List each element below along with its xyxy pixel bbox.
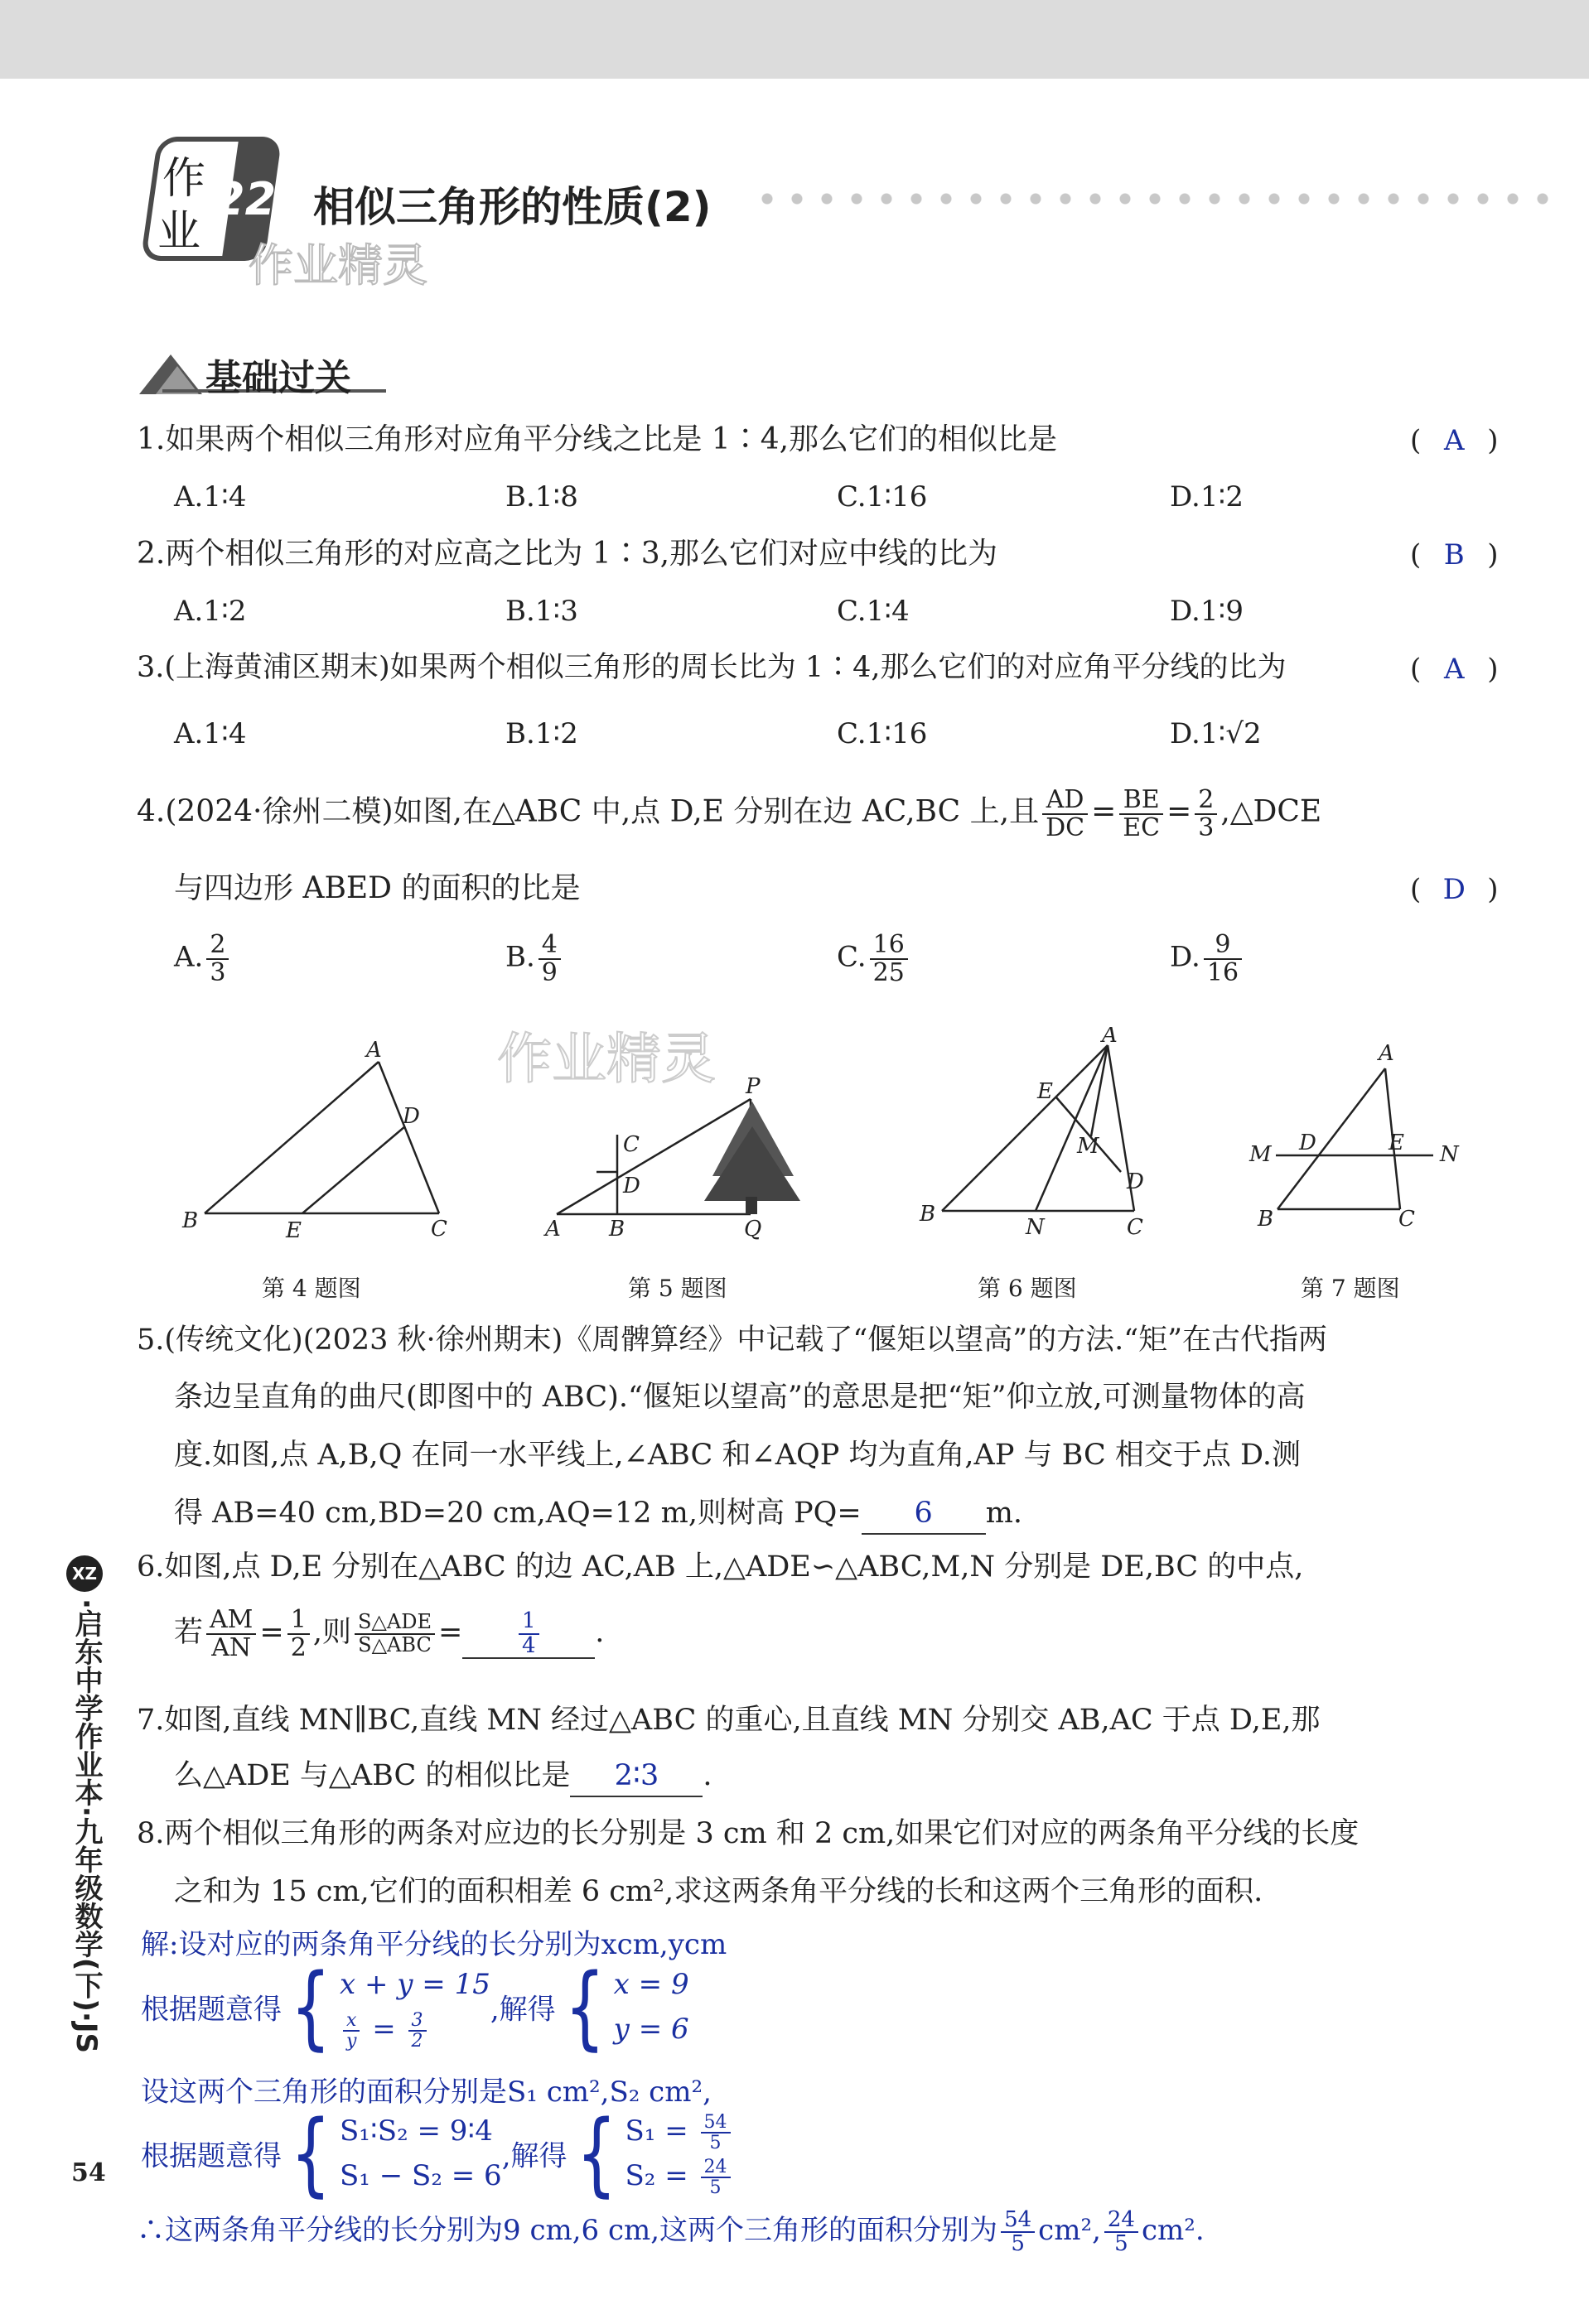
- q4-option-d: [1170, 932, 1245, 986]
- solution-s5-unit2: cm².: [1141, 2214, 1205, 2247]
- q5-line2: 条边呈直角的曲尺(即图中的 ABC).“偃矩以望高”的意思是把“矩”仰立放,可测量物体的高: [174, 1381, 1306, 1414]
- solution-s4-r2-num: 24: [701, 2158, 731, 2178]
- q6-end: .: [595, 1616, 605, 1649]
- figure-4: [205, 1062, 439, 1213]
- solution-s4-eq1: S₁∶S₂ = 9∶4: [340, 2114, 493, 2148]
- solution-s4-r1-den: 5: [709, 2132, 722, 2153]
- solution-line1: 解:设对应的两条角平分线的长分别为xcm,ycm: [141, 1928, 727, 1961]
- q2-option-b: B.1∶3: [505, 595, 578, 628]
- q1-answer: A: [1443, 424, 1465, 457]
- solution-s5-den1: 5: [1011, 2231, 1025, 2256]
- q7-line1: 7.如图,直线 MN∥BC,直线 MN 经过△ABC 的重心,且直线 MN 分别交 AB,AC 于点 D,E,那: [137, 1704, 1321, 1737]
- solution-s2-eq2-eq: =: [363, 2013, 405, 2046]
- fig4-label-d: D: [403, 1104, 420, 1129]
- q5-line4: [174, 1495, 1022, 1535]
- caption-fig7: 第 7 题图: [1301, 1275, 1400, 1302]
- solution-s5-pre: ∴这两条角平分线的长分别为9 cm,6 cm,这两个三角形的面积分别为: [137, 2214, 998, 2247]
- solution-s2-frac2-num: 3: [408, 2011, 427, 2032]
- badge-char-top: 作: [162, 154, 206, 204]
- q4-frac2-den: EC: [1123, 812, 1161, 842]
- q4-option-d-den: 16: [1206, 957, 1239, 987]
- fig6-label-a: A: [1102, 1027, 1118, 1048]
- solution-s4-pre: 根据题意得: [141, 2139, 282, 2173]
- scan-top-margin: [0, 0, 1589, 79]
- q4-option-d-num: 9: [1204, 932, 1242, 960]
- q6-line2: [174, 1607, 604, 1661]
- solution-s2-pre: 根据题意得: [141, 1993, 282, 2027]
- solution-s2-mid: ,解得: [490, 1993, 556, 2027]
- q6-s-num: S△ADE: [355, 1612, 435, 1634]
- q7-line2-text: 么△ADE 与△ABC 的相似比是: [174, 1759, 571, 1792]
- q4-text-a: 4.(2024·徐州二模)如图,在△ABC 中,点 D,E 分别在边 AC,BC 上,且: [137, 794, 1040, 829]
- figures: [166, 1027, 1541, 1292]
- q6-eq2: =: [437, 1616, 463, 1649]
- q2-option-d: D.1∶9: [1170, 595, 1244, 628]
- fig4-label-c: C: [431, 1217, 447, 1242]
- q6-eq: =: [259, 1616, 284, 1649]
- solution-s4-r2-den: 5: [709, 2177, 722, 2198]
- brace-icon: {: [576, 2100, 616, 2206]
- q8-line2: 之和为 15 cm,它们的面积相差 6 cm²,求这两条角平分线的长和这两个三角形的面积.: [174, 1875, 1263, 1908]
- q4-eq1: =: [1091, 794, 1117, 829]
- q4-line1: [137, 787, 1321, 841]
- q2-text: 2.两个相似三角形的对应高之比为 1∶3,那么它们对应中线的比为: [137, 537, 998, 571]
- sidebar-book-title: ·启东中学作业本·九年级数学(下)·JS: [70, 1598, 103, 2053]
- q4-frac1-den: DC: [1046, 812, 1085, 842]
- q6-line1: 6.如图,点 D,E 分别在△ABC 的边 AC,AB 上,△ADE∽△ABC,M,N 分别是 DE,BC 的中点,: [137, 1550, 1304, 1584]
- solution-s2-r2: y = 6: [613, 2013, 689, 2046]
- q7-line2: [174, 1757, 712, 1797]
- q1-text: 1.如果两个相似三角形对应角平分线之比是 1∶4,那么它们的相似比是: [137, 422, 1058, 456]
- solution-s2-frac1-num: x: [343, 2011, 360, 2032]
- q1-option-d: D.1∶2: [1170, 480, 1244, 513]
- fig7-label-n: N: [1440, 1142, 1459, 1167]
- q3-option-b: B.1∶2: [505, 717, 578, 750]
- q1-option-c: C.1∶16: [837, 480, 928, 513]
- q4-option-c-num: 16: [870, 932, 908, 960]
- figure-6: [942, 1045, 1134, 1211]
- sidebar-badge-text: XZ: [72, 1564, 97, 1584]
- q4-option-a: [174, 932, 232, 986]
- q1-option-a: A.1∶4: [174, 480, 247, 513]
- fig7-label-m: M: [1249, 1142, 1272, 1167]
- solution-s2-frac2-den: 2: [411, 2031, 423, 2052]
- q2-option-a: A.1∶2: [174, 595, 247, 628]
- q4-option-b-num: 4: [539, 932, 561, 960]
- badge-char-bottom: 业: [157, 207, 201, 257]
- solution-s4-r2-pre: S₂ =: [625, 2159, 698, 2192]
- fig6-label-b: B: [920, 1202, 936, 1227]
- q6-s-den: S△ABC: [358, 1632, 432, 1656]
- q6-val-den: 2: [290, 1632, 307, 1662]
- q5-line1: 5.(传统文化)(2023 秋·徐州期末)《周髀算经》中记载了“偃矩以望高”的方法.“矩”在古代指两: [137, 1324, 1328, 1357]
- solution-s4-r1-num: 54: [701, 2113, 731, 2134]
- section-title: 基础过关: [205, 357, 351, 399]
- q4-frac3-num: 2: [1195, 787, 1217, 815]
- title-dots: [752, 193, 1564, 205]
- solution-system2: [141, 2100, 734, 2206]
- caption-fig5: 第 5 题图: [628, 1275, 727, 1302]
- brace-icon: {: [564, 1954, 606, 2060]
- q5-answer-blank: 6: [862, 1495, 986, 1535]
- q3-answer: A: [1443, 653, 1465, 686]
- fig7-label-e: E: [1389, 1131, 1404, 1155]
- q5-line4-text: 得 AB=40 cm,BD=20 cm,AQ=12 m,则树高 PQ=: [174, 1497, 862, 1530]
- q2-option-c: C.1∶4: [837, 595, 910, 628]
- fig5-label-p: P: [746, 1074, 761, 1099]
- q7-end: .: [703, 1759, 712, 1792]
- solution-line3: 设这两个三角形的面积分别是S₁ cm²,S₂ cm²,: [141, 2076, 712, 2109]
- q6-pre: 若: [174, 1616, 204, 1649]
- badge-number: 22: [214, 173, 277, 225]
- fig5-label-d: D: [623, 1174, 640, 1198]
- q5-line3: 度.如图,点 A,B,Q 在同一水平线上,∠ABC 和∠AQP 均为直角,AP 与 BC 相交于点 D.测: [174, 1439, 1301, 1472]
- sidebar-badge: [66, 1555, 103, 1592]
- q4-option-a-num: 2: [206, 932, 229, 960]
- q4-option-b-label: B.: [505, 940, 535, 974]
- q4-answer-paren: ( D ): [1410, 873, 1499, 906]
- q3-answer-paren: ( A ): [1410, 653, 1499, 686]
- q1-answer-paren: ( A ): [1410, 424, 1499, 457]
- fig7-label-b: B: [1258, 1207, 1274, 1232]
- fig7-label-a: A: [1379, 1041, 1394, 1066]
- q4-frac-be-ec: [1119, 787, 1163, 841]
- q4-answer: D: [1442, 873, 1466, 906]
- solution-s4-r1-pre: S₁ =: [625, 2114, 698, 2148]
- q4-frac-ad-dc: [1042, 787, 1088, 841]
- solution-s2-frac1-den: y: [346, 2031, 357, 2052]
- caption-fig4: 第 4 题图: [262, 1275, 361, 1302]
- solution-s5-num1: 54: [1001, 2209, 1035, 2233]
- fig7-label-c: C: [1398, 1207, 1415, 1232]
- fig6-label-e: E: [1037, 1079, 1053, 1104]
- solution-s5-den2: 5: [1114, 2231, 1128, 2256]
- q4-eq2: =: [1166, 794, 1192, 829]
- fig6-label-m: M: [1077, 1134, 1099, 1159]
- q4-option-a-label: A.: [174, 940, 204, 974]
- q4-option-c-label: C.: [837, 940, 867, 974]
- q6-frac-den: AN: [211, 1632, 252, 1662]
- q6-mid: ,则: [312, 1616, 351, 1649]
- q2-answer-paren: ( B ): [1410, 538, 1499, 571]
- q6-answer-blank: [462, 1610, 595, 1659]
- solution-conclusion: [137, 2207, 1205, 2255]
- q4-frac-ratio: [1195, 787, 1217, 841]
- solution-s2-eq1: x + y = 15: [340, 1967, 490, 2001]
- q3-option-c: C.1∶16: [837, 717, 928, 750]
- solution-s5-num2: 24: [1104, 2209, 1138, 2233]
- q4-option-d-label: D.: [1170, 940, 1200, 974]
- brace-icon: {: [290, 2100, 331, 2206]
- q8-line1: 8.两个相似三角形的两条对应边的长分别是 3 cm 和 2 cm,如果它们对应的两条角平分线的长度: [137, 1817, 1360, 1850]
- q2-answer: B: [1443, 538, 1465, 571]
- brace-icon: {: [290, 1954, 331, 2060]
- page-title: 相似三角形的性质(2): [313, 183, 712, 231]
- fig5-label-c: C: [623, 1132, 640, 1157]
- q4-option-a-den: 3: [210, 957, 226, 987]
- solution-s5-unit1: cm²,: [1038, 2214, 1101, 2247]
- triangle-icon: [139, 346, 205, 396]
- solution-s2-r1: x = 9: [613, 1967, 689, 2001]
- fig5-label-q: Q: [744, 1217, 762, 1242]
- solution-system1: [141, 1954, 689, 2060]
- q7-answer-blank: 2∶3: [570, 1757, 703, 1797]
- q4-line2: 与四边形 ABED 的面积的比是: [174, 871, 581, 905]
- q4-option-b: [505, 932, 564, 986]
- q6-answer-den: 4: [522, 1632, 536, 1658]
- q1-option-b: B.1∶8: [505, 480, 578, 513]
- watermark-mid: 作业精灵: [497, 1027, 716, 1091]
- q6-val-num: 1: [287, 1607, 310, 1635]
- fig5-label-b: B: [609, 1217, 625, 1242]
- q3-option-a: A.1∶4: [174, 717, 247, 750]
- q4-frac1-num: AD: [1042, 787, 1088, 815]
- fig7-label-d: D: [1299, 1131, 1316, 1155]
- q4-frac3-den: 3: [1198, 812, 1215, 842]
- q4-option-b-den: 9: [541, 957, 558, 987]
- fig5-label-a: A: [545, 1217, 561, 1242]
- q4-text-b: ,△DCE: [1220, 794, 1322, 829]
- fig4-label-b: B: [182, 1208, 199, 1233]
- q5-unit: m.: [985, 1497, 1023, 1530]
- q3-option-d: D.1∶√2: [1170, 717, 1262, 750]
- figure-7-labels: [1248, 1041, 1460, 1232]
- solution-s4-mid: ,解得: [501, 2139, 568, 2173]
- fig6-label-d: D: [1127, 1169, 1144, 1194]
- q4-option-c: [837, 932, 911, 986]
- fig6-label-n: N: [1026, 1215, 1045, 1240]
- q6-frac-num: AM: [206, 1607, 256, 1635]
- q6-answer-num: 1: [519, 1610, 539, 1634]
- q4-frac2-num: BE: [1119, 787, 1163, 815]
- fig4-label-e: E: [286, 1218, 302, 1243]
- solution-s4-eq2: S₁ − S₂ = 6: [340, 2159, 502, 2192]
- q4-option-c-den: 25: [872, 957, 905, 987]
- watermark: 作业精灵: [249, 239, 427, 292]
- fig4-label-a: A: [366, 1038, 382, 1063]
- fig6-label-c: C: [1127, 1215, 1143, 1240]
- q3-text: 3.(上海黄浦区期末)如果两个相似三角形的周长比为 1∶4,那么它们的对应角平分线的比为: [137, 651, 1287, 684]
- page-number: 54: [71, 2158, 106, 2187]
- section-heading: [139, 346, 388, 399]
- caption-fig6: 第 6 题图: [978, 1275, 1077, 1302]
